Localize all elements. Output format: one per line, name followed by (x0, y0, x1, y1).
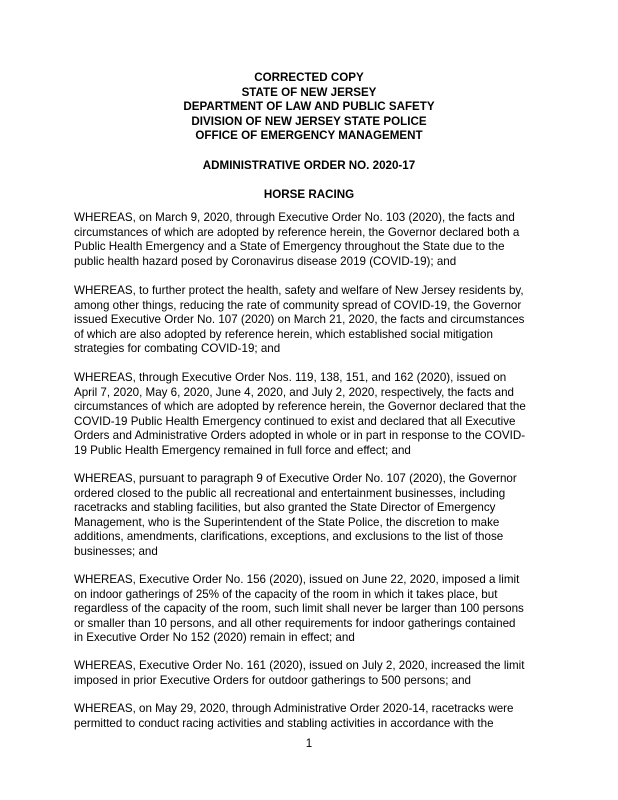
paragraph-line: regardless of the capacity of the room, such limit shall never be larger than 100 persons (74, 602, 524, 616)
paragraph-line: Public Health Emergency and a State of Emergency throughout the State due to the (74, 240, 505, 254)
department-name: DEPARTMENT OF LAW AND PUBLIC SAFETY (183, 100, 435, 114)
paragraph-line: April 7, 2020, May 6, 2020, June 4, 2020, and July 2, 2020, respectively, the facts and (74, 385, 514, 399)
whereas-paragraph-4 (74, 472, 554, 560)
paragraph-line: circumstances of which are adopted by reference herein, the Governor declared both a (74, 225, 520, 239)
paragraph-line: on indoor gatherings of 25% of the capacity of the room in which it takes place, but (74, 587, 498, 601)
paragraph-line: circumstances of which are adopted by reference herein, the Governor declared that the (74, 400, 526, 414)
paragraph-line: 19 Public Health Emergency remained in full force and effect; and (74, 443, 411, 457)
office-name: OFFICE OF EMERGENCY MANAGEMENT (195, 129, 423, 143)
document-header (0, 71, 618, 144)
paragraph-line: businesses; and (74, 544, 158, 558)
paragraph-line: WHEREAS, through Executive Order Nos. 119, 138, 151, and 162 (2020), issued on (74, 371, 507, 384)
paragraph-line: WHEREAS, to further protect the health, safety and welfare of New Jersey residents by, (74, 284, 524, 297)
paragraph-line: or smaller than 10 persons, and all other requirements for indoor gatherings contained (74, 616, 516, 630)
paragraph-line: additions, amendments, clarifications, exceptions, and exclusions to the list of those (74, 530, 504, 544)
whereas-paragraph-1 (74, 211, 554, 269)
paragraph-line: COVID-19 Public Health Emergency continued to exist and declared that all Executive (74, 414, 516, 428)
paragraph-line: WHEREAS, Executive Order No. 161 (2020), issued on July 2, 2020, increased the limit (74, 659, 525, 672)
paragraph-line: issued Executive Order No. 107 (2020) on March 21, 2020, the facts and circumstances (74, 313, 525, 327)
paragraph-line: of which are also adopted by reference herein, which established social mitigation (74, 327, 493, 341)
whereas-paragraph-6 (74, 659, 554, 688)
division-name: DIVISION OF NEW JERSEY STATE POLICE (191, 114, 427, 128)
paragraph-line: public health hazard posed by Coronavirus disease 2019 (COVID-19); and (74, 254, 457, 268)
order-subject: HORSE RACING (263, 188, 355, 201)
paragraph-line: in Executive Order No 152 (2020) remain in effect; and (74, 631, 355, 645)
order-number: ADMINISTRATIVE ORDER NO. 2020-17 (202, 159, 416, 172)
whereas-paragraph-2 (74, 284, 554, 357)
page-number: 1 (305, 737, 313, 750)
paragraph-line: Management, who is the Superintendent of the State Police, the discretion to make (74, 515, 500, 529)
whereas-paragraph-7 (74, 702, 554, 731)
paragraph-line: WHEREAS, Executive Order No. 156 (2020), issued on June 22, 2020, imposed a limit (74, 573, 520, 586)
paragraph-line: WHEREAS, pursuant to paragraph 9 of Executive Order No. 107 (2020), the Governor (74, 472, 517, 485)
paragraph-line: among other things, reducing the rate of community spread of COVID-19, the Governor (74, 298, 522, 312)
whereas-paragraph-3 (74, 371, 554, 459)
paragraph-line: imposed in prior Executive Orders for outdoor gatherings to 500 persons; and (74, 673, 471, 687)
paragraph-line: permitted to conduct racing activities and stabling activities in accordance with the (74, 716, 494, 730)
paragraph-line: WHEREAS, on May 29, 2020, through Administrative Order 2020-14, racetracks were (74, 702, 514, 715)
corrected-copy-label: CORRECTED COPY (254, 71, 364, 84)
paragraph-line: Orders and Administrative Orders adopted in whole or in part in response to the COVID- (74, 429, 526, 443)
whereas-paragraph-5 (74, 573, 554, 646)
paragraph-line: ordered closed to the public all recreational and entertainment businesses, including (74, 486, 506, 500)
paragraph-line: strategies for combating COVID-19; and (74, 342, 281, 356)
paragraph-line: racetracks and stabling facilities, but also granted the State Director of Emergency (74, 501, 496, 515)
paragraph-line: WHEREAS, on March 9, 2020, through Executive Order No. 103 (2020), the facts and (74, 211, 515, 224)
state-name: STATE OF NEW JERSEY (241, 85, 377, 99)
